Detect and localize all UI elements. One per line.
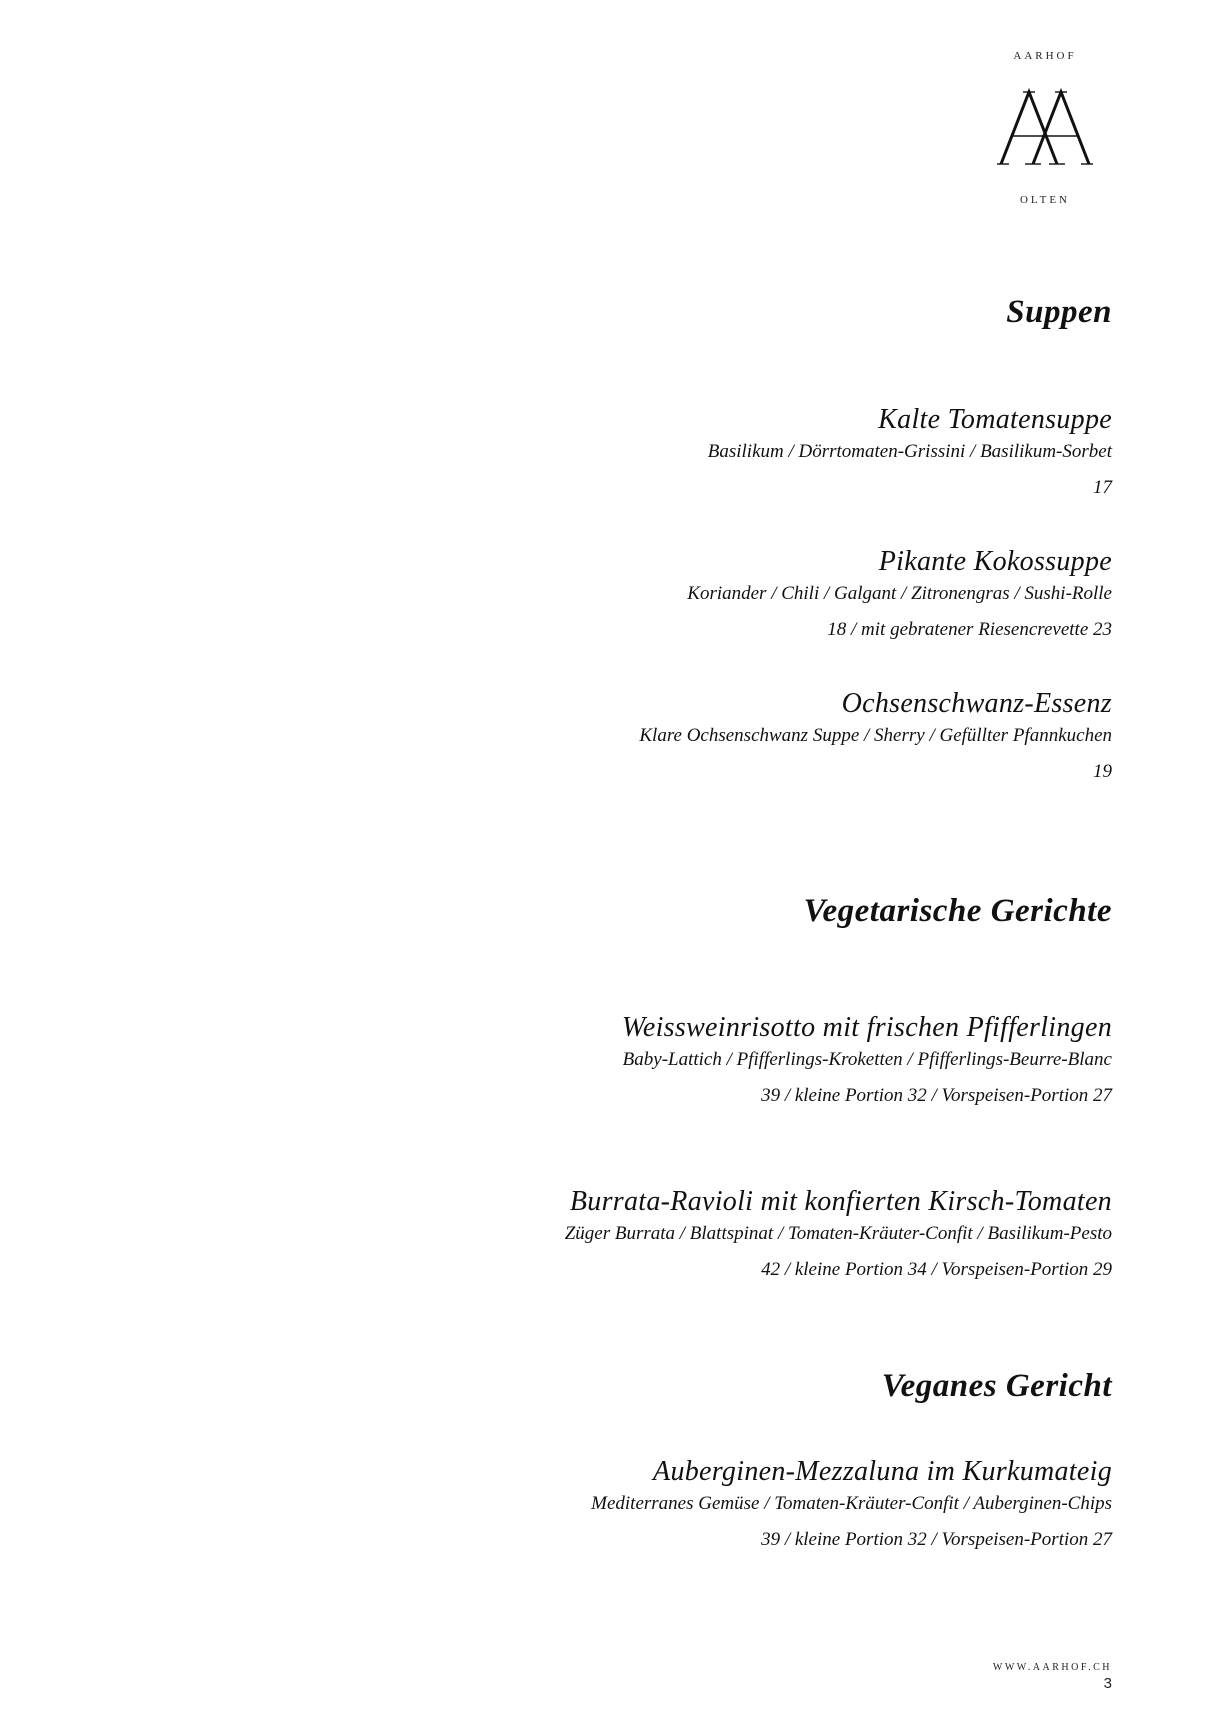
dish-price: 17 — [1093, 477, 1112, 498]
logo-location: OLTEN — [1019, 194, 1071, 206]
dish-name: Auberginen-Mezzaluna im Kurkumateig — [653, 1456, 1112, 1487]
dish-price: 19 — [1093, 761, 1112, 782]
dish-description: Baby-Lattich / Pfifferlings-Kroketten / Pfifferlings-Beurre-Blanc — [622, 1049, 1112, 1070]
dish-price: 39 / kleine Portion 32 / Vorspeisen-Portion 27 — [761, 1529, 1112, 1550]
dish-description: Züger Burrata / Blattspinat / Tomaten-Kräuter-Confit / Basilikum-Pesto — [564, 1223, 1112, 1244]
aarhof-monogram-icon — [995, 88, 1095, 166]
section-title-vegan: Veganes Gericht — [881, 1368, 1112, 1404]
menu-item — [622, 1012, 1112, 1110]
dish-name: Burrata-Ravioli mit konfierten Kirsch-Tomaten — [569, 1186, 1112, 1217]
dish-description: Klare Ochsenschwanz Suppe / Sherry / Gefüllter Pfannkuchen — [639, 725, 1112, 746]
dish-description: Koriander / Chili / Galgant / Zitronengras / Sushi-Rolle — [687, 583, 1112, 604]
website-url: WWW.AARHOF.CH — [992, 1662, 1112, 1673]
dish-price: 42 / kleine Portion 34 / Vorspeisen-Portion 29 — [761, 1259, 1112, 1280]
logo-brand-name: AARHOF — [1013, 50, 1077, 62]
menu-item — [591, 1456, 1112, 1554]
dish-name: Pikante Kokossuppe — [878, 546, 1112, 577]
page-number: 3 — [1103, 1675, 1112, 1692]
section-title-vegetarisch: Vegetarische Gerichte — [803, 893, 1112, 929]
dish-name: Weissweinrisotto mit frischen Pfifferlingen — [621, 1012, 1112, 1043]
dish-price: 18 / mit gebratener Riesencrevette 23 — [827, 619, 1112, 640]
dish-name: Ochsenschwanz-Essenz — [841, 688, 1112, 719]
menu-item — [565, 1186, 1112, 1284]
menu-item — [687, 546, 1112, 644]
dish-price: 39 / kleine Portion 32 / Vorspeisen-Portion 27 — [761, 1085, 1112, 1106]
dish-description: Basilikum / Dörrtomaten-Grissini / Basilikum-Sorbet — [707, 441, 1112, 462]
dish-name: Kalte Tomatensuppe — [878, 404, 1112, 435]
brand-logo — [990, 50, 1100, 206]
section-title-suppen: Suppen — [1006, 294, 1112, 330]
dish-description: Mediterranes Gemüse / Tomaten-Kräuter-Confit / Auberginen-Chips — [591, 1493, 1112, 1514]
menu-item — [639, 688, 1112, 786]
menu-item — [708, 404, 1112, 502]
